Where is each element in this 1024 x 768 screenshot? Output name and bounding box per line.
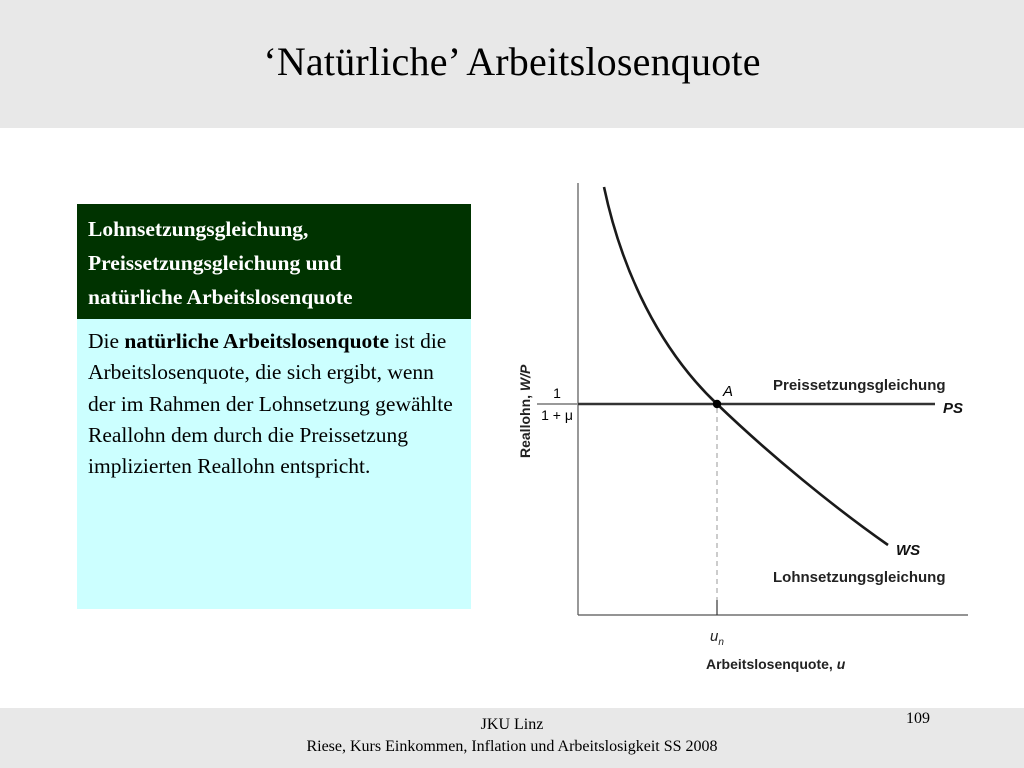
ps-curve-label: PS	[943, 400, 964, 417]
y-axis-label-prefix: Reallohn,	[517, 391, 533, 458]
page-number: 109	[906, 710, 930, 727]
ws-curve	[604, 187, 888, 545]
ps-level-denominator: 1 + μ	[541, 407, 573, 423]
y-axis-label	[517, 364, 533, 458]
footer-institution: JKU Linz	[480, 716, 544, 733]
header-line-1: Lohnsetzungsgleichung,	[88, 217, 309, 241]
x-tick-un-sub: n	[718, 637, 724, 648]
point-a-label: A	[723, 383, 734, 400]
equilibrium-point-a	[713, 400, 721, 408]
ws-ps-diagram	[505, 170, 980, 690]
x-tick-un-main: u	[710, 628, 719, 645]
body-bold-term: natürliche Arbeitslosenquote	[124, 329, 389, 353]
x-axis-label-italic: u	[836, 656, 846, 672]
x-tick-un	[710, 628, 724, 648]
header-line-3: natürliche Arbeitslosenquote	[88, 285, 353, 309]
ps-level-numerator: 1	[553, 385, 561, 401]
ws-curve-label: WS	[896, 542, 921, 559]
ws-curve-name: Lohnsetzungsgleichung	[773, 569, 946, 586]
footer-course: Riese, Kurs Einkommen, Inflation und Arbeitslosigkeit SS 2008	[306, 738, 718, 755]
definition-box-body	[77, 319, 471, 609]
x-axis-label-prefix: Arbeitslosenquote,	[706, 656, 837, 672]
slide-title: ‘Natürliche’ Arbeitslosenquote	[263, 39, 761, 84]
body-rest: ist die Arbeitslosenquote, die sich ergibt, wenn der im Rahmen der Lohnsetzung gewählte Reallohn dem durch die Preissetzung implizierten Reallohn entspricht.	[88, 329, 453, 479]
header-line-2: Preissetzungsgleichung und	[88, 251, 342, 275]
body-prefix: Die	[88, 329, 125, 353]
x-axis-label	[706, 656, 846, 672]
definition-box-header	[77, 204, 471, 319]
y-axis-label-italic: W/P	[517, 364, 533, 392]
ps-curve-name: Preissetzungsgleichung	[773, 377, 946, 394]
